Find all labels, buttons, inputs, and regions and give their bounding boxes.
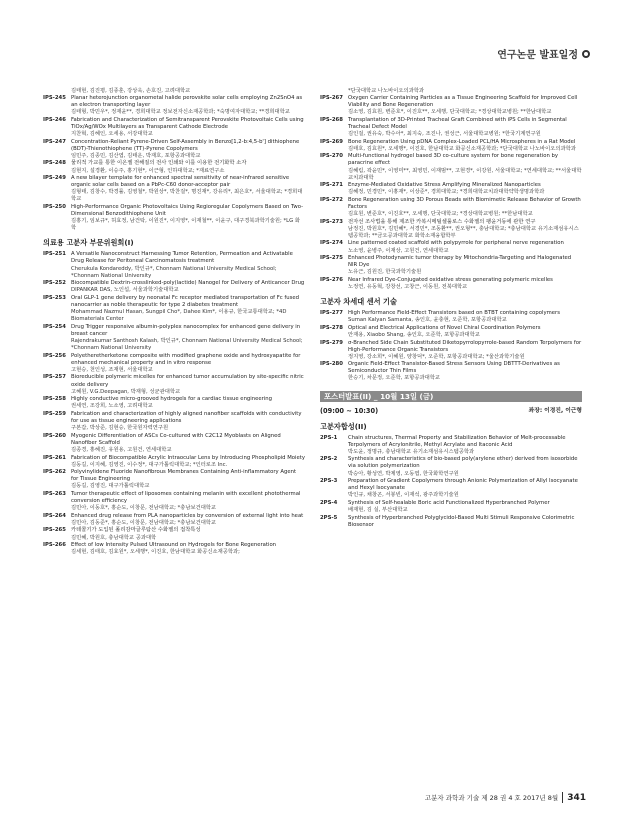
- entry-title: 전자선 조사법을 통해 제조한 카복시메틸셀룰로스 수화젤의 팽윤거동에 관한 연구: [348, 218, 536, 225]
- entry-code: IPS-264: [43, 512, 66, 519]
- program-entry: [320, 117, 582, 138]
- program-entry: [320, 435, 582, 456]
- entry-body: [348, 255, 582, 276]
- entry-list: [320, 310, 582, 382]
- entry-code: IPS-275: [320, 255, 343, 262]
- entry-body: [71, 491, 305, 512]
- entry-title: σ-Branched Side Chain Substituted Diketopyrrolopyrrole-based Random Terpolymers for High-Performance Organic Transistors: [348, 339, 582, 353]
- program-entry: [320, 219, 582, 240]
- left-column: [43, 88, 305, 557]
- entry-body: [348, 182, 582, 196]
- entry-authors: 김홍기, 임보규*, 허효정, 남건탁, 이원진*, 이지영*, 이재철**, 이윤구, 대구경북과학기술원; *LG 화학: [71, 218, 301, 232]
- program-entry: [320, 255, 582, 276]
- entry-body: [348, 435, 582, 456]
- entry-body: [348, 277, 582, 291]
- entry-body: [348, 219, 582, 240]
- entry-authors: 김민아, 이동호*, 홍순도, 이창문, 전남대학교; *충남보건대학교: [71, 505, 217, 512]
- entry-body: [348, 240, 582, 254]
- entry-title: 카테콜기가 도입된 폴리감마글루탐산 수화젤의 접착특성: [71, 527, 201, 534]
- entry-code: IPS-248: [43, 160, 66, 167]
- entry-title: Synthesis of Hyperbranched Polyglycidol-Based Multi Stimuli Responsive Colorimetric Biosensor: [348, 514, 575, 528]
- entry-authors: 안재용, Xiaobo Shang, 송인호, 오준학, 포항공과대학교: [348, 331, 480, 338]
- entry-title: Drug Trigger responsive albumin-polyplex nanocomplex for enhanced gene delivery in breast cancer: [71, 323, 301, 337]
- entry-body: [348, 515, 582, 529]
- entry-authors: 김현지, 설경환, 이승주, 홍기현*, 이근형, 인하대학교; *재료연구소: [71, 167, 225, 174]
- entry-authors: 남정진, 박원호*, 김민혜*, 서경민*, 조동환**, 권오형**, 충남대학교; *충남대학교 유기소재섬유시스템공학과; **금오공과대학교 화학소재융합학부: [348, 225, 579, 239]
- entry-title: Synthesis and characteristics of bio-based poly(arylene ether) derived from isosorbide via solution polymerization: [348, 456, 578, 470]
- entry-list: [43, 251, 305, 556]
- entry-body: [71, 175, 305, 203]
- entry-authors: 김종경, 홍혜진, 유원용, 고원건, 연세대학교: [71, 446, 172, 453]
- entry-code: IPS-280: [320, 361, 343, 368]
- program-entry: [320, 325, 582, 339]
- entry-title: Concentration-Reliant Pyrene-Driven Self-Assembly in Benzo[1,2-b:4,5-b'] dithiophene (BDT)-Thienothiophene (TT)-Pyrene Copolymers: [71, 138, 300, 152]
- journal-name: 고분자 과학과 기술: [424, 794, 480, 802]
- entry-code: IPS-265: [43, 527, 66, 534]
- program-entry: [43, 160, 305, 174]
- entry-code: IPS-271: [320, 182, 343, 189]
- entry-code: IPS-268: [320, 116, 343, 123]
- entry-code: 2PS-2: [320, 456, 338, 463]
- program-entry: [43, 396, 305, 410]
- program-entry: [320, 95, 582, 116]
- entry-title: Enhanced Photodynamic tumor therapy by Mitochondria-Targeting and Halogenated NIR Dye: [348, 255, 572, 269]
- poster-session-bar: 포스터발표(II) _ 10월 13일 (금): [320, 391, 582, 402]
- program-entry: [320, 340, 582, 361]
- footer-divider: [562, 792, 563, 803]
- program-entry: [43, 491, 305, 512]
- program-entry: [43, 139, 305, 160]
- entry-title: A new bilayer template for enhanced spectral sensitivity of near-infrared sensitive organic solar cells based on a PbPc-C60 donor-acceptor pair: [71, 175, 290, 189]
- entry-title: A Versatile Nanoconstruct Harnessing Tumor Retention, Permeation and Activatable Drug Release for Peritoneal Carcinomatosis treatment: [71, 251, 293, 265]
- continuation-line: *단국대학교 나노바이오의과학과: [348, 88, 424, 94]
- entry-code: IPS-251: [43, 251, 66, 258]
- entry-code: IPS-259: [43, 410, 66, 417]
- circle-bullet-icon: [582, 50, 590, 58]
- session-time: (09:00 ~ 10:30): [320, 406, 379, 415]
- section-heading: 고분자합성(II): [320, 421, 367, 431]
- entry-authors: 김인걸, 권유숙, 박수아*, 최지숙, 조진나, 권성근, 서울대학교병원; *한국기계연구원: [348, 131, 541, 138]
- entry-body: [71, 280, 305, 294]
- entry-title: Oxygen Carrier Containing Particles as a Tissue Engineering Scaffold for Improved Cell Viability and Bone Regeneration: [348, 95, 578, 109]
- entry-code: IPS-245: [43, 95, 66, 102]
- entry-body: [71, 527, 305, 541]
- entry-code: IPS-249: [43, 175, 66, 182]
- entry-authors: 김세현, 김태호, 김효원*, 오세행*, 이진호, 한남대학교 화공신소재공학과;: [71, 549, 240, 556]
- entry-body: [71, 542, 305, 556]
- program-entry: [320, 310, 582, 324]
- entry-code: 2PS-4: [320, 499, 338, 506]
- entry-body: [348, 500, 582, 514]
- entry-authors: 박승아, 황성연, 박제영, 오동엽, 한국화학연구원: [348, 470, 459, 477]
- program-entry: [43, 175, 305, 203]
- entry-code: IPS-253: [43, 294, 66, 301]
- entry-authors: Cherukula Kondareddy, 박인규*, Chonnam National University Medical School; *Chonnam National University: [71, 265, 277, 279]
- entry-title: Oral GLP-1 gene delivery by neonatal Fc receptor mediated transportation of Fc fused nanocarrier as noble therapeutic for type 2 diabetes treatment: [71, 294, 299, 309]
- program-entry: [320, 240, 582, 254]
- entry-authors: Rajendrakumar Santhosh Kalash, 박인규*, Chonnam National University Medical School; *Chonnam National University: [71, 338, 303, 352]
- program-entry: [320, 361, 582, 382]
- entry-code: IPS-269: [320, 138, 343, 145]
- entry-body: [348, 117, 582, 138]
- right-column: [320, 88, 582, 529]
- entry-title: Highly conductive micro-grooved hydrogels for a cardiac tissue engineering: [71, 396, 272, 403]
- entry-title: Fabrication of Biocompatible Acrylic Intraocular Lens by Introducing Phospholipid Moiety: [71, 454, 305, 461]
- entry-authors: 김소영, 김효원, 변준호*, 이진호**, 오세행, 단국대학교; *경상대학교병원; **한남대학교: [348, 109, 552, 116]
- program-entry: [43, 353, 305, 374]
- entry-title: Polyetheretherketone composite with modified graphene oxide and hydroxyapatite for enhanced mechanical property and in vitro response: [71, 352, 301, 366]
- entry-title: Bioreducible polymeric micelles for enhanced tumor accumulation by site-specific nitric oxide delivery: [71, 374, 304, 388]
- program-entry: [320, 456, 582, 477]
- entry-code: IPS-270: [320, 153, 343, 160]
- entry-body: [348, 139, 582, 153]
- continuation-line: 김태현, 김진평, 김종훈, 강상욱, 손호진, 고려대학교: [71, 88, 191, 94]
- entry-body: [71, 469, 305, 490]
- entry-code: IPS-252: [43, 280, 66, 287]
- entry-code: IPS-276: [320, 276, 343, 283]
- entry-body: [348, 197, 582, 218]
- entry-title: High Performance Field-Effect Transistors based on BTBT containing copolymers: [348, 310, 560, 317]
- entry-body: [71, 160, 305, 174]
- entry-title: High-Performance Organic Photovoltaics Using Regioregular Copolymers Based on Two-Dimensional Benzodithiophene Unit: [71, 204, 303, 218]
- entry-code: IPS-256: [43, 352, 66, 359]
- program-entry: [320, 478, 582, 499]
- entry-body: [71, 396, 305, 410]
- entry-body: [348, 478, 582, 499]
- program-entry: [43, 95, 305, 116]
- section-heading: 의료용 고분자 부문위원회(I): [43, 238, 134, 248]
- entry-list: [43, 95, 305, 232]
- entry-title: Fabrication and characterization of highly aligned nanofiber scaffolds with conductivity for use as tissue engineering applications: [71, 410, 302, 425]
- program-entry: [43, 542, 305, 556]
- entry-title: Synthesis of Self-healable Boric acid Functionalized Hyperbranched Polymer: [348, 499, 550, 506]
- entry-authors: 박도윤, 정명규, 충남대학교 유기소재섬유시스템공학과: [348, 448, 475, 455]
- entry-authors: 김민혜, 박원호, 충남대학교 공과대학: [71, 534, 157, 541]
- entry-code: IPS-263: [43, 490, 66, 497]
- entry-code: IPS-274: [320, 240, 343, 247]
- entry-body: [348, 95, 582, 116]
- journal-issue: 제 28 권 4 호 2017년 8월: [481, 794, 559, 802]
- entry-title: Organic Field-Effect Transistor-Based Stress Sensors Using DBTTT-Derivatives as Semiconductor Thin Films: [348, 361, 560, 375]
- program-entry: [320, 182, 582, 196]
- entry-body: [71, 204, 305, 232]
- entry-body: [71, 513, 305, 527]
- entry-title: Fabrication and Characterization of Semitransparent Perovskite Photovoltaic Cells using TiOx/Ag/WOx Multilayers as Transparent Cathode Electrode: [71, 116, 304, 130]
- entry-authors: 김형태, 김창수, 박경률, 김영철*, 박원상*, 박찬걸*, 명진재*, 강유리*, 최은호*, 서울대학교; *경희대학교: [71, 189, 303, 203]
- entry-list: [320, 95, 582, 291]
- entry-authors: 김동길, 김영진, 대구가톨릭대학교: [71, 483, 150, 490]
- entry-authors: 박인규, 채창곤, 서봉빈, 이재석, 광주과학기술원: [348, 492, 459, 499]
- entry-title: Myogenic Differentiation of ASCs Co-cultured with C2C12 Myoblasts on Aligned Nanofiber Scaffold: [71, 432, 281, 446]
- entry-code: IPS-278: [320, 324, 343, 331]
- entry-authors: 김태호, 김효원*, 오세행*, 이진호, 한남대학교 화공신소재공학과; *단국대학교 나노바이오의과학과: [348, 145, 576, 152]
- entry-body: [71, 139, 305, 160]
- entry-title: Preparation of Gradient Copolymers through Anionic Polymerization of Allyl Isocyanate and Hexyl Isocyanate: [348, 478, 578, 492]
- entry-title: Transplantation of 3D-Printed Tracheal Graft Combined with iPS Cells in Segmental Tracheal Defect Model: [348, 116, 567, 130]
- program-entry: [43, 280, 305, 294]
- entry-body: [71, 295, 305, 323]
- program-entry: [43, 411, 305, 432]
- program-entry: [320, 153, 582, 181]
- entry-title: Enzyme-Mediated Oxidative Stress Amplifying Mineralized Nanoparticles: [348, 182, 541, 189]
- entry-authors: 정지영, 강소희*, 이혜원, 양창덕*, 오준학, 포항공과대학교; *울산과학기술원: [348, 353, 525, 360]
- entry-authors: 김태형, 박민우*, 정재윤**, 경희대학교 정보전자신소재공학과; *숙명여자대학교; **경희대학교: [71, 109, 290, 116]
- program-entry: [43, 469, 305, 490]
- program-entry: [43, 204, 305, 232]
- entry-title: Chain structures, Thermal Property and Stabilization Behavior of Melt-processable Terpolymers of Acrylonitrile, Methyl Acrylate and Itaconic Acid: [348, 434, 566, 448]
- entry-authors: 김혜림, 곽윤민*, 이영미**, 최영민, 이재범**, 고현경*, 이강원, 서울대학교; *연세대학교; **서울대학교치과대학: [348, 167, 582, 181]
- entry-title: Bone Regeneration using 3D Porous Beads with Biomimetic Release Behavior of Growth Factors: [348, 196, 581, 210]
- entry-code: IPS-262: [43, 469, 66, 476]
- entry-title: Enhanced drug release from PLA nanoparticles by conversion of external light into heat: [71, 512, 304, 519]
- entry-body: [348, 153, 582, 181]
- entry-body: [71, 251, 305, 279]
- program-entry: [320, 515, 582, 529]
- entry-authors: 구본갑, 박상준, 김현승, 한국원자력연구원: [71, 425, 169, 432]
- program-entry: [43, 295, 305, 323]
- entry-authors: Suman Kalyan Samanta, 송인호, 윤충현, 오준학, 포항공과대학교: [348, 317, 507, 324]
- entry-code: IPS-247: [43, 138, 66, 145]
- page-number: 341: [567, 792, 586, 803]
- program-entry: [43, 455, 305, 469]
- entry-code: IPS-258: [43, 396, 66, 403]
- entry-authors: 노소영, 윤병주, 이재상, 고원건, 연세대학교: [348, 247, 449, 254]
- program-entry: [320, 197, 582, 218]
- entry-code: IPS-272: [320, 196, 343, 203]
- entry-code: IPS-273: [320, 218, 343, 225]
- entry-code: 2PS-5: [320, 514, 338, 521]
- section-heading: 고분자 차세대 센서 기술: [320, 297, 397, 307]
- entry-title: 물리적 가교를 통한 이온젤 전해질의 전사 인쇄와 이를 이용한 전기화학 소자: [71, 160, 247, 167]
- entry-authors: 김동길, 이지혜, 김영진, 이수정*, 대구가톨릭대학교; *인터로조 Inc.: [71, 461, 228, 468]
- entry-body: [71, 324, 305, 352]
- page-header: [497, 46, 590, 61]
- entry-authors: 노정연, 유동혁, 강창선, 고창근, 이동원, 전북대학교: [348, 284, 468, 291]
- program-entry: [43, 251, 305, 279]
- entry-authors: 한승기, 차문정, 오준학, 포항공과대학교: [348, 375, 440, 382]
- entry-body: [348, 361, 582, 382]
- entry-body: [348, 456, 582, 477]
- entry-authors: 노유근, 김원진, 한국과학기술원: [348, 269, 422, 276]
- page-footer: [425, 792, 586, 803]
- entry-body: [348, 325, 582, 339]
- entry-body: [71, 95, 305, 116]
- entry-body: [71, 433, 305, 454]
- entry-code: IPS-279: [320, 339, 343, 346]
- entry-title: Biocompatible Dextrin-crosslinked-poly(lactide) Nanogel for Delivery of Anticancer Drug: [71, 280, 305, 287]
- program-entry: [43, 433, 305, 454]
- entry-authors: 고혜원, V.G.Deepagan, 박재형, 성균관대학교: [71, 388, 181, 395]
- entry-title: Planar heterojunction organometal halide perovskite solar cells employing Zn2SnO4 as an electron transporting layer: [71, 95, 303, 109]
- program-entry: [320, 500, 582, 514]
- program-entry: [43, 117, 305, 138]
- entry-code: IPS-277: [320, 310, 343, 317]
- entry-code: IPS-250: [43, 204, 66, 210]
- entry-code: IPS-246: [43, 116, 66, 123]
- entry-authors: 김혜정, 민경민*, 이홍재*, 이상준*, 경희대학교; *경희대학교치과대학약학생명과학과: [348, 189, 545, 196]
- session-time-row: [320, 406, 582, 416]
- program-entry: [43, 527, 305, 541]
- program-entry: [320, 139, 582, 153]
- entry-list: [320, 435, 582, 529]
- entry-body: [71, 117, 305, 138]
- entry-code: 2PS-3: [320, 478, 338, 485]
- entry-authors: DIPANKAR DAS, 노인섭, 서울과학기술대학교: [71, 287, 179, 294]
- entry-authors: Mohammad Nazmul Hasan, Sungpil Cho*, Dahee Kim*, 이용규, 한국교통대학교; *4D Biomaterials Center: [71, 309, 287, 323]
- entry-authors: 김민아, 김동준*, 홍순도, 이창문, 전남대학교; *충남보건대학교: [71, 519, 217, 526]
- program-entry: [43, 374, 305, 395]
- header-title: 연구논문 발표일정: [497, 50, 578, 61]
- entry-body: [71, 374, 305, 395]
- entry-code: 2PS-1: [320, 434, 338, 441]
- entry-code: IPS-254: [43, 323, 66, 330]
- session-chair: 좌장: 이경진, 이근형: [528, 407, 582, 414]
- entry-title: Effect of low Intensity Pulsed Ultrasound on Hydrogels for Bone Regeneration: [71, 542, 277, 549]
- program-entry: [320, 277, 582, 291]
- entry-body: [71, 455, 305, 469]
- entry-title: Multi-functional hydrogel based 3D co-culture system for bone regeneration by paracrine effect: [348, 153, 558, 167]
- entry-title: Bone Regeneration Using pDNA Complex-Loaded PCL/HA Microspheres in a Rat Model: [348, 138, 576, 145]
- entry-authors: 권세연, 조강희, 노소영, 고려대학교: [71, 403, 153, 410]
- entry-authors: 배재현, 김 실, 부산대학교: [348, 507, 408, 513]
- entry-authors: 김효원, 변준호*, 이진호**, 오세행, 단국대학교; *경상대학교병원; **한남대학교: [348, 211, 533, 218]
- entry-code: IPS-267: [320, 95, 343, 102]
- entry-body: [71, 411, 305, 432]
- entry-authors: 지찬혁, 김혜인, 오세용, 서강대학교: [71, 131, 153, 138]
- entry-authors: 임민주, 김종민, 김산엽, 김태운, 박재호, 포항공과대학교: [71, 152, 201, 159]
- entry-code: IPS-257: [43, 374, 66, 381]
- entry-code: IPS-260: [43, 432, 66, 439]
- entry-code: IPS-266: [43, 542, 66, 549]
- program-entry: [43, 324, 305, 352]
- entry-body: [348, 310, 582, 324]
- program-entry: [43, 513, 305, 527]
- entry-body: [71, 353, 305, 374]
- entry-authors: 고현승, 천인성, 조재현, 서울대학교: [71, 366, 153, 373]
- entry-title: Optical and Electrical Applications of Novel Chiral Coordination Polymers: [348, 324, 541, 331]
- entry-code: IPS-261: [43, 454, 66, 461]
- entry-title: Polyvinylidene Fluoride Nanofibrous Membranes Containing Anti-inflammatory Agent for Tissue Engineering: [71, 469, 297, 483]
- entry-title: Near Infrared Dye-Conjugated oxidative stress generating polymeric micelles: [348, 276, 553, 283]
- entry-body: [348, 340, 582, 361]
- entry-title: Line patterned coated scaffold with polypyrrole for peripheral nerve regeneration: [348, 240, 564, 247]
- entry-title: Tumor therapeutic effect of liposomes containing melanin with excellent photothermal conversion efficiency: [71, 490, 301, 505]
